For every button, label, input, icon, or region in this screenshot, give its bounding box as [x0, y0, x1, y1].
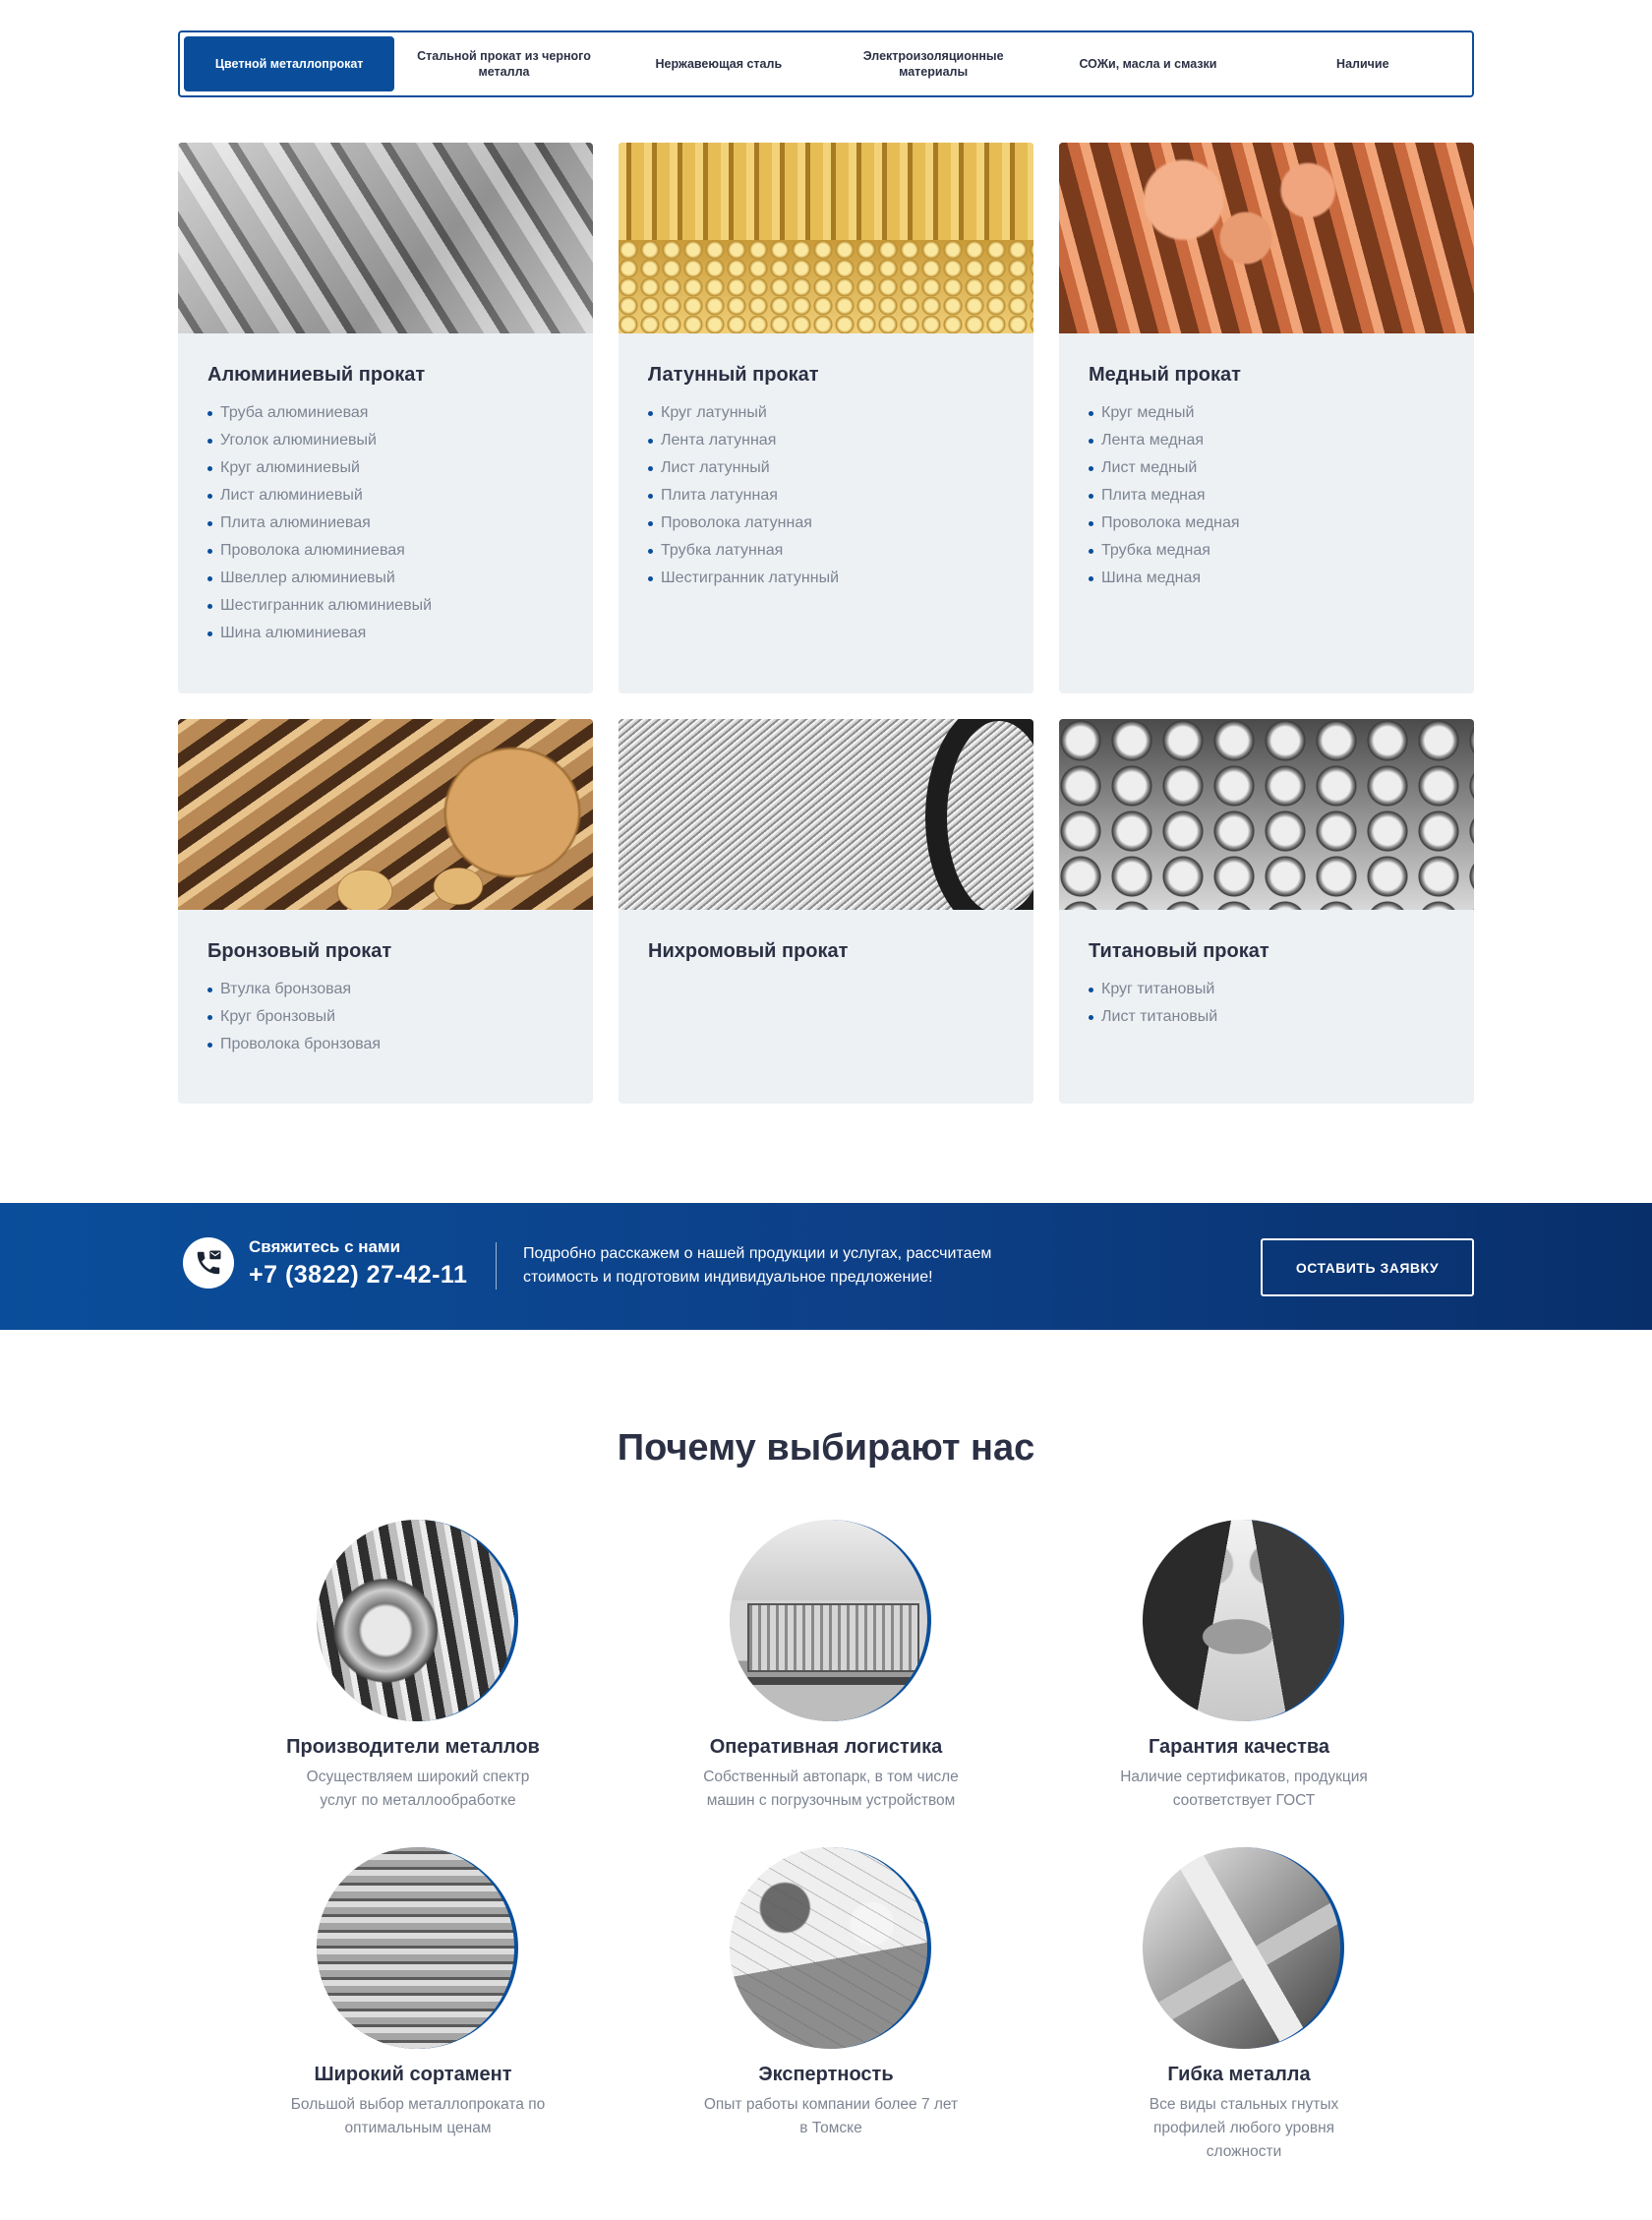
list-item[interactable]: Лист алюминиевый — [207, 482, 563, 510]
divider — [496, 1242, 497, 1290]
phone-number[interactable]: +7 (3822) 27-42-11 — [249, 1261, 468, 1289]
product-card-titanium[interactable] — [1059, 719, 1474, 1104]
list-item[interactable]: Лист латунный — [648, 454, 1004, 482]
tab-stainless[interactable]: Нержавеющая сталь — [655, 56, 783, 71]
list-item[interactable]: Круг латунный — [648, 399, 1004, 427]
section-title: Почему выбирают нас — [617, 1427, 1035, 1469]
feature-title: Гарантия качества — [1148, 1736, 1330, 1758]
aluminium-profiles-image[interactable] — [178, 143, 593, 333]
product-card-brass[interactable] — [619, 143, 1033, 693]
contact-band — [0, 1203, 1652, 1330]
feature-desc: Опыт работы компании более 7 лет в Томске — [703, 2096, 959, 2136]
card-title[interactable]: Бронзовый прокат — [207, 940, 392, 962]
list-item[interactable]: Проволока алюминиевая — [207, 537, 563, 565]
feature-item — [206, 1847, 620, 2152]
feature-title: Экспертность — [758, 2064, 894, 2085]
list-item[interactable]: Шина медная — [1089, 565, 1445, 592]
list-item[interactable]: Проволока медная — [1089, 510, 1445, 537]
feature-desc: Все виды стальных гнутых профилей любого уровня сложности — [1149, 2096, 1339, 2160]
card-list — [1089, 976, 1445, 1031]
brass-hexagon-bars-image[interactable] — [619, 143, 1033, 333]
card-title[interactable]: Медный прокат — [1089, 364, 1241, 386]
contact-label: Свяжитесь с нами — [249, 1237, 401, 1256]
feature-item — [1032, 1520, 1446, 1825]
truck-image — [730, 1520, 931, 1721]
feature-item — [620, 1847, 1032, 2152]
card-list — [207, 976, 563, 1058]
card-list — [648, 399, 1004, 592]
list-item[interactable]: Круг алюминиевый — [207, 454, 563, 482]
list-item[interactable]: Проволока латунная — [648, 510, 1004, 537]
tab-lubricants[interactable]: СОЖи, масла и смазки — [1079, 56, 1217, 71]
list-item[interactable]: Лента медная — [1089, 427, 1445, 454]
list-item[interactable]: Лист титановый — [1089, 1003, 1445, 1031]
feature-item — [620, 1520, 1032, 1825]
list-item[interactable]: Проволока бронзовая — [207, 1031, 563, 1058]
request-button[interactable]: ОСТАВИТЬ ЗАЯВКУ — [1261, 1238, 1474, 1296]
nichrome-wire-spool-image[interactable] — [619, 719, 1033, 910]
tab-steel[interactable]: Стальной прокат из черного металла — [417, 48, 591, 79]
list-item[interactable]: Плита медная — [1089, 482, 1445, 510]
card-list — [207, 399, 563, 647]
feature-desc: Большой выбор металлопроката по оптимальным ценам — [290, 2096, 546, 2136]
copper-rods-image[interactable] — [1059, 143, 1474, 333]
feature-title: Производители металлов — [286, 1736, 540, 1758]
list-item[interactable]: Шестигранник латунный — [648, 565, 1004, 592]
tab-availability[interactable]: Наличие — [1336, 56, 1389, 71]
card-title[interactable]: Алюминиевый прокат — [207, 364, 426, 386]
bent-metal-image — [1143, 1847, 1344, 2049]
list-item[interactable]: Шестигранник алюминиевый — [207, 592, 563, 620]
card-title[interactable]: Латунный прокат — [648, 364, 819, 386]
product-card-aluminium[interactable] — [178, 143, 593, 693]
feature-title: Гибка металла — [1167, 2064, 1311, 2085]
card-title[interactable]: Нихромовый прокат — [648, 940, 849, 962]
feature-title: Оперативная логистика — [709, 1736, 943, 1758]
list-item[interactable]: Втулка бронзовая — [207, 976, 563, 1003]
titanium-bars-image[interactable] — [1059, 719, 1474, 910]
feature-desc: Наличие сертификатов, продукция соответствует ГОСТ — [1120, 1769, 1368, 1809]
handshake-image — [1143, 1520, 1344, 1721]
feature-desc: Собственный автопарк, в том числе машин с погрузочным устройством — [703, 1769, 959, 1809]
card-list — [1089, 399, 1445, 592]
tab-nonferrous[interactable]: Цветной металлопрокат — [184, 36, 394, 91]
list-item[interactable]: Плита алюминиевая — [207, 510, 563, 537]
list-item[interactable]: Труба алюминиевая — [207, 399, 563, 427]
feature-title: Широкий сортамент — [314, 2064, 512, 2085]
list-item[interactable]: Швеллер алюминиевый — [207, 565, 563, 592]
feature-desc: Осуществляем широкий спектр услуг по металлообработке — [306, 1769, 530, 1809]
list-item[interactable]: Плита латунная — [648, 482, 1004, 510]
list-item[interactable]: Лента латунная — [648, 427, 1004, 454]
feature-item — [1032, 1847, 1446, 2160]
list-item[interactable]: Шина алюминиевая — [207, 620, 563, 647]
card-title[interactable]: Титановый прокат — [1089, 940, 1269, 962]
feature-item — [206, 1520, 620, 1825]
phone-icon — [183, 1237, 234, 1289]
metal-stock-image — [317, 1847, 518, 2049]
product-card-bronze[interactable] — [178, 719, 593, 1104]
bronze-rods-image[interactable] — [178, 719, 593, 910]
list-item[interactable]: Лист медный — [1089, 454, 1445, 482]
product-card-copper[interactable] — [1059, 143, 1474, 693]
list-item[interactable]: Круг титановый — [1089, 976, 1445, 1003]
metalworking-image — [317, 1520, 518, 1721]
list-item[interactable]: Уголок алюминиевый — [207, 427, 563, 454]
list-item[interactable]: Круг бронзовый — [207, 1003, 563, 1031]
engineers-image — [730, 1847, 931, 2049]
product-cards — [178, 143, 1474, 1104]
features-grid — [206, 1520, 1446, 2160]
product-card-nichrome[interactable] — [619, 719, 1033, 1104]
contact-text: Подробно расскажем о нашей продукции и услугах, рассчитаем стоимость и подготовим индивидуальное предложение! — [523, 1245, 992, 1286]
list-item[interactable]: Трубка латунная — [648, 537, 1004, 565]
list-item[interactable]: Круг медный — [1089, 399, 1445, 427]
category-tabs — [178, 30, 1474, 97]
tab-insulation[interactable]: Электроизоляционные материалы — [862, 48, 1004, 79]
list-item[interactable]: Трубка медная — [1089, 537, 1445, 565]
